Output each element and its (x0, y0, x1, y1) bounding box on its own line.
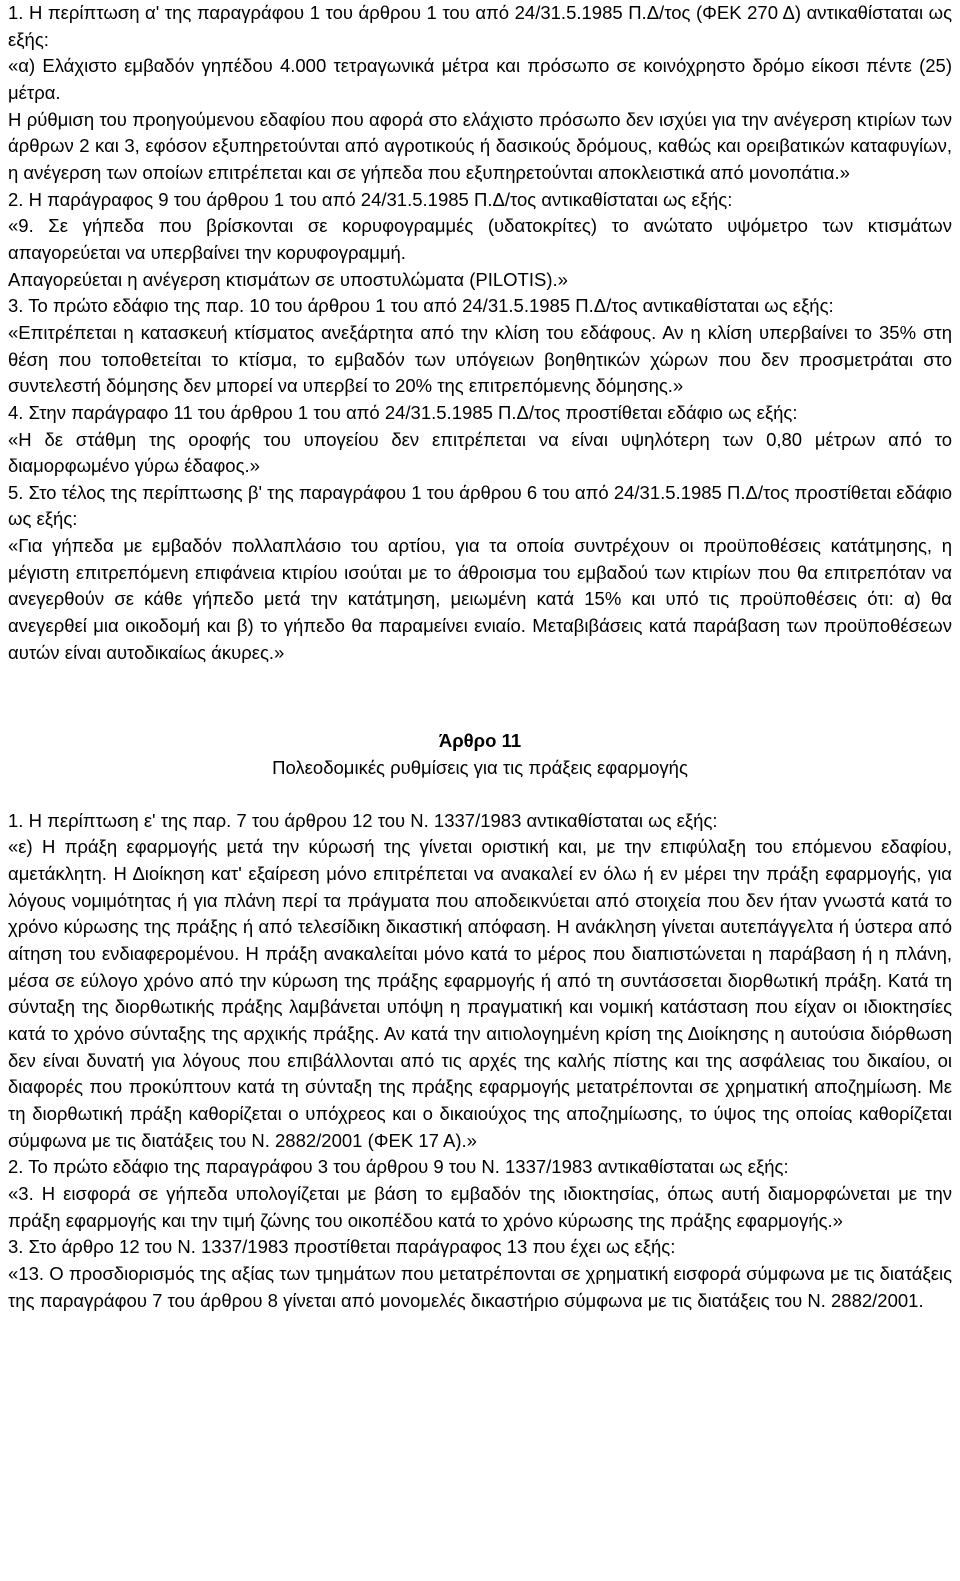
paragraph: 3. Το πρώτο εδάφιο της παρ. 10 του άρθρου 1 του από 24/31.5.1985 Π.Δ/τος αντικαθίσταται ως εξής: (8, 295, 834, 317)
paragraph: 1. Η περίπτωση α' της παραγράφου 1 του άρθρου 1 του από 24/31.5.1985 Π.Δ/τος (ΦΕΚ 270 Δ) αντικαθίσταται ως εξής: (8, 2, 952, 50)
paragraph: «Για γήπεδα με εμβαδόν πολλαπλάσιο του αρτίου, για τα οποία συντρέχουν οι προϋποθέσεις κατάτμησης, η μέγιστη επιτρεπόμενη επιφάνεια κτιρίου ισούται με το άθροισμα του εμβαδού των κτιρίων που θα επιτρεπόταν να ανεγερθούν σε κάθε γήπεδο μετά την κατάτμηση, μειωμένη κατά 15% και υπό τις προϋποθέσεις ότι: α) θα ανεγερθεί μια οικοδομή και β) το γήπεδο θα παραμείνει ενιαίο. Μεταβιβάσεις κατά παράβαση των προϋποθέσεων αυτών είναι αυτοδικαίως άκυρες.» (8, 535, 952, 663)
paragraph: 4. Στην παράγραφο 11 του άρθρου 1 του από 24/31.5.1985 Π.Δ/τος προστίθεται εδάφιο ως εξής: (8, 401, 798, 423)
paragraph: 2. Η παράγραφος 9 του άρθρου 1 του από 24/31.5.1985 Π.Δ/τος αντικαθίσταται ως εξής: (8, 188, 733, 210)
paragraph: 1. Η περίπτωση ε' της παρ. 7 του άρθρου 12 του Ν. 1337/1983 αντικαθίσταται ως εξής: (8, 809, 718, 831)
paragraph: «9. Σε γήπεδα που βρίσκονται σε κορυφογραμμές (υδατοκρίτες) το ανώτατο υψόμετρο των κτισμάτων απαγορεύεται να υπερβαίνει την κορυφογραμμή. (8, 215, 952, 263)
paragraph: «ε) Η πράξη εφαρμογής μετά την κύρωσή της γίνεται οριστική και, με την επιφύλαξη του επόμενου εδαφίου, αμετάκλητη. Η Διοίκηση κατ' εξαίρεση μόνο επιτρέπεται να ανακαλεί εν όλω ή εν μέρει την πράξη εφαρμογής, για λόγους νομιμότητας ή για πλάνη περί τα πράγματα που αποδεικνύεται από στοιχεία που δεν ήταν γνωστά κατά το χρόνο κύρωσης της πράξης ή από τελεσίδικη δικαστική απόφαση. Η ανάκληση γίνεται αυτεπάγγελτα ή ύστερα από αίτηση του ενδιαφερομένου. Η πράξη ανακαλείται μόνο κατά το μέρος που διαπιστώνεται η παράβαση ή η πλάνη, μέσα σε εύλογο χρόνο από την κύρωση της πράξης εφαρμογής ή από τη συντάσσεται διορθωτική πράξη. Κατά τη σύνταξη της διορθωτικής πράξης λαμβάνεται υπόψη η πραγματική και νομική κατάσταση που είχαν οι ιδιοκτησίες κατά το χρόνο σύνταξης της αρχικής πράξης. Αν κατά την αιτιολογημένη κρίση της Διοίκησης η αυτούσια διόρθωση δεν είναι δυνατή για λόγους που επιβάλλονται από τις αρχές της καλής πίστης και της ασφάλειας του δικαίου, οι διαφορές που προκύπτουν κατά τη σύνταξη της πράξης εφαρμογής μετατρέπονται σε χρηματική αποζημίωση. Με τη διορθωτική πράξη καθορίζεται ο υπόχρεος και ο δικαιούχος της αποζημίωσης, το ύψος της οποίας καθορίζεται σύμφωνα με τις διατάξεις του Ν. 2882/2001 (ΦΕΚ 17 Α).» (8, 836, 952, 1151)
paragraph: «Η δε στάθμη της οροφής του υπογείου δεν επιτρέπεται να είναι υψηλότερη των 0,80 μέτρων από το διαμορφωμένο γύρω έδαφος.» (8, 428, 952, 477)
paragraph: 3. Στο άρθρο 12 του Ν. 1337/1983 προστίθεται παράγραφος 13 που έχει ως εξής: (8, 1236, 676, 1258)
section-spacer (8, 666, 952, 728)
paragraph: Απαγορεύεται η ανέγερση κτισμάτων σε υποστυλώματα (PILOTIS).» (8, 268, 568, 290)
section-spacer (8, 782, 952, 808)
article-title: Άρθρο 11 (438, 730, 522, 752)
paragraph: «13. Ο προσδιορισμός της αξίας των τμημάτων που μετατρέπονται σε χρηματική εισφορά σύμφωνα με τις διατάξεις της παραγράφου 7 του άρθρου 8 γίνεται από μονομελές δικαστήριο σύμφωνα με τις διατάξεις του Ν. 2882/2001. (8, 1262, 952, 1311)
paragraph: 2. Το πρώτο εδάφιο της παραγράφου 3 του άρθρου 9 του Ν. 1337/1983 αντικαθίσταται ως εξής: (8, 1156, 789, 1178)
paragraph: «3. Η εισφορά σε γήπεδα υπολογίζεται με βάση το εμβαδόν της ιδιοκτησίας, όπως αυτή διαμορφώνεται με την πράξη εφαρμογής και την τιμή ζώνης του οικοπέδου κατά το χρόνο κύρωσης της πράξης εφαρμογής.» (8, 1182, 952, 1231)
paragraph: «α) Ελάχιστο εμβαδόν γηπέδου 4.000 τετραγωνικά μέτρα και πρόσωπο σε κοινόχρηστο δρόμο είκοσι πέντε (25) μέτρα. (8, 55, 952, 103)
article-subtitle: Πολεοδομικές ρυθμίσεις για τις πράξεις εφαρμογής (272, 757, 688, 779)
paragraph: «Επιτρέπεται η κατασκευή κτίσματος ανεξάρτητα από την κλίση του εδάφους. Αν η κλίση υπερβαίνει το 35% στη θέση που τοποθετείται το κτίσμα, το εμβαδόν των υπόγειων βοηθητικών χώρων που δεν προσμετράται στο συντελεστή δόμησης δεν μπορεί να υπερβεί το 20% της επιτρεπόμενης δόμησης.» (8, 321, 952, 397)
paragraph: 5. Στο τέλος της περίπτωσης β' της παραγράφου 1 του άρθρου 6 του από 24/31.5.1985 Π.Δ/τος προστίθεται εδάφιο ως εξής: (8, 481, 952, 530)
paragraph: Η ρύθμιση του προηγούμενου εδαφίου που αφορά στο ελάχιστο πρόσωπο δεν ισχύει για την ανέγερση κτιρίων των άρθρων 2 και 3, εφόσον εξυπηρετούνται από αγροτικούς ή δασικούς δρόμους, καθώς και ορειβατικών καταφυγίων, η ανέγερση των οποίων επιτρέπεται και σε γήπεδα που εξυπηρετούνται αποκλειστικά από μονοπάτια.» (8, 108, 952, 183)
